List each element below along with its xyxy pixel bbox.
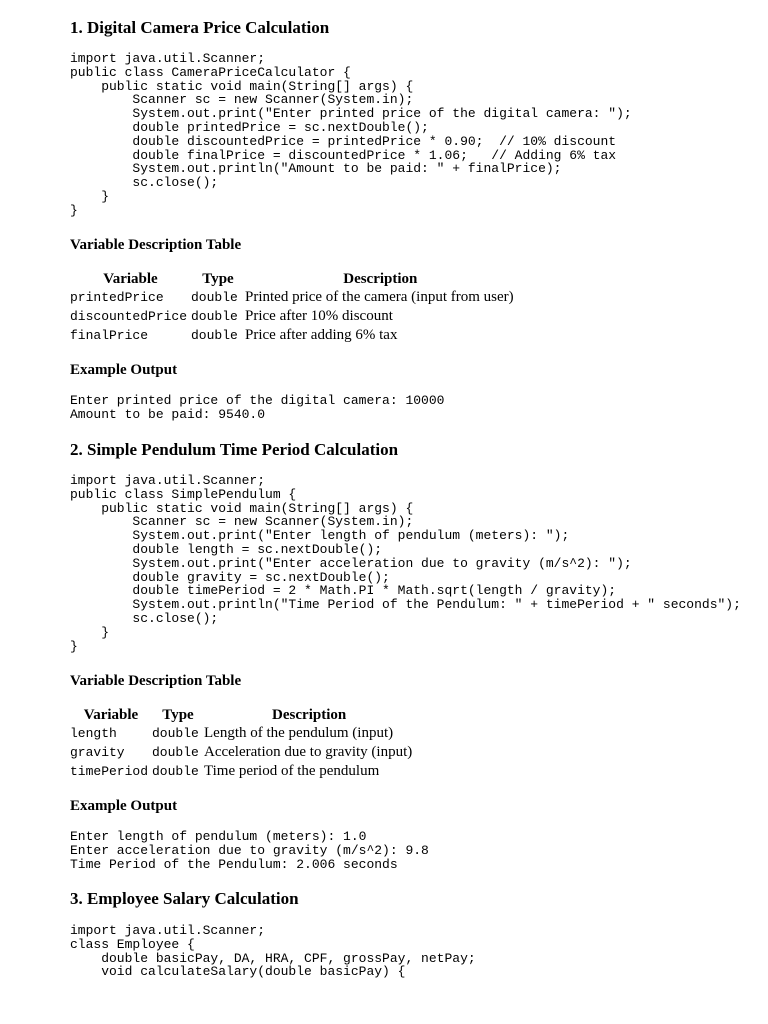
table-row [70, 743, 414, 762]
header-variable: Variable [83, 707, 139, 723]
section-title: 1. Digital Camera Price Calculation [70, 18, 330, 37]
cell-variable: timePeriod [70, 764, 149, 779]
cell-type: double [152, 726, 199, 741]
cell-type: double [152, 745, 199, 760]
table-row [70, 724, 414, 743]
table-heading: Variable Description Table [70, 673, 242, 689]
cell-type: double [152, 764, 199, 779]
variable-table [70, 270, 516, 345]
output-heading: Example Output [70, 798, 178, 814]
table-row [70, 326, 516, 345]
cell-variable: finalPrice [70, 328, 149, 343]
table-heading: Variable Description Table [70, 237, 242, 253]
table-header-row [70, 706, 414, 724]
section-title: 2. Simple Pendulum Time Period Calculation [70, 440, 399, 459]
cell-variable: discountedPrice [70, 309, 188, 324]
cell-description: Time period of the pendulum [204, 763, 380, 779]
cell-variable: printedPrice [70, 290, 164, 305]
cell-type: double [191, 290, 238, 305]
header-type: Type [162, 707, 194, 723]
table-row [70, 307, 516, 326]
header-description: Description [272, 707, 347, 723]
code-block: import java.util.Scanner; class Employee { double basicPay, DA, HRA, CPF, grossPay, netPay; void calculateSalary(double basicPay) { [70, 923, 476, 980]
cell-description: Printed price of the camera (input from user) [245, 289, 514, 305]
table-header-row [70, 270, 516, 288]
output-heading: Example Output [70, 362, 178, 378]
header-type: Type [202, 271, 234, 287]
header-description: Description [343, 271, 418, 287]
cell-variable: gravity [70, 745, 125, 760]
variable-table [70, 706, 414, 781]
cell-description: Length of the pendulum (input) [204, 725, 394, 741]
cell-description: Price after adding 6% tax [245, 327, 398, 343]
example-output: Enter printed price of the digital camera: 10000 Amount to be paid: 9540.0 [70, 393, 445, 422]
section-title: 3. Employee Salary Calculation [70, 889, 299, 908]
cell-description: Acceleration due to gravity (input) [204, 744, 413, 760]
code-block: import java.util.Scanner; public class CameraPriceCalculator { public static void main(String[] args) { Scanner sc = new Scanner(System.in); System.out.print("Enter printed price of the digital camera: "); double printedPrice = sc.nextDouble(); double discountedPrice = printedPrice * 0.90; // 10% discount double finalPrice = discountedPrice * 1.06; // Adding 6% tax System.out.println("Amount to be paid: " + finalPrice); sc.close(); } } [70, 51, 632, 218]
cell-variable: length [70, 726, 117, 741]
table-row [70, 288, 516, 307]
cell-type: double [191, 328, 238, 343]
example-output: Enter length of pendulum (meters): 1.0 Enter acceleration due to gravity (m/s^2): 9.8 Time Period of the Pendulum: 2.006 seconds [70, 829, 429, 872]
cell-description: Price after 10% discount [245, 308, 393, 324]
header-variable: Variable [103, 271, 158, 287]
code-block: import java.util.Scanner; public class SimplePendulum { public static void main(String[] args) { Scanner sc = new Scanner(System.in); System.out.print("Enter length of pendulum (meters): "); double length = sc.nextDouble(); System.out.print("Enter acceleration due to gravity (m/s^2): "); double gravity = sc.nextDouble(); double timePeriod = 2 * Math.PI * Math.sqrt(length / gravity); System.out.println("Time Period of the Pendulum: " + timePeriod + " seconds"); sc.close(); } } [70, 473, 741, 654]
cell-type: double [191, 309, 238, 324]
table-row [70, 762, 414, 781]
